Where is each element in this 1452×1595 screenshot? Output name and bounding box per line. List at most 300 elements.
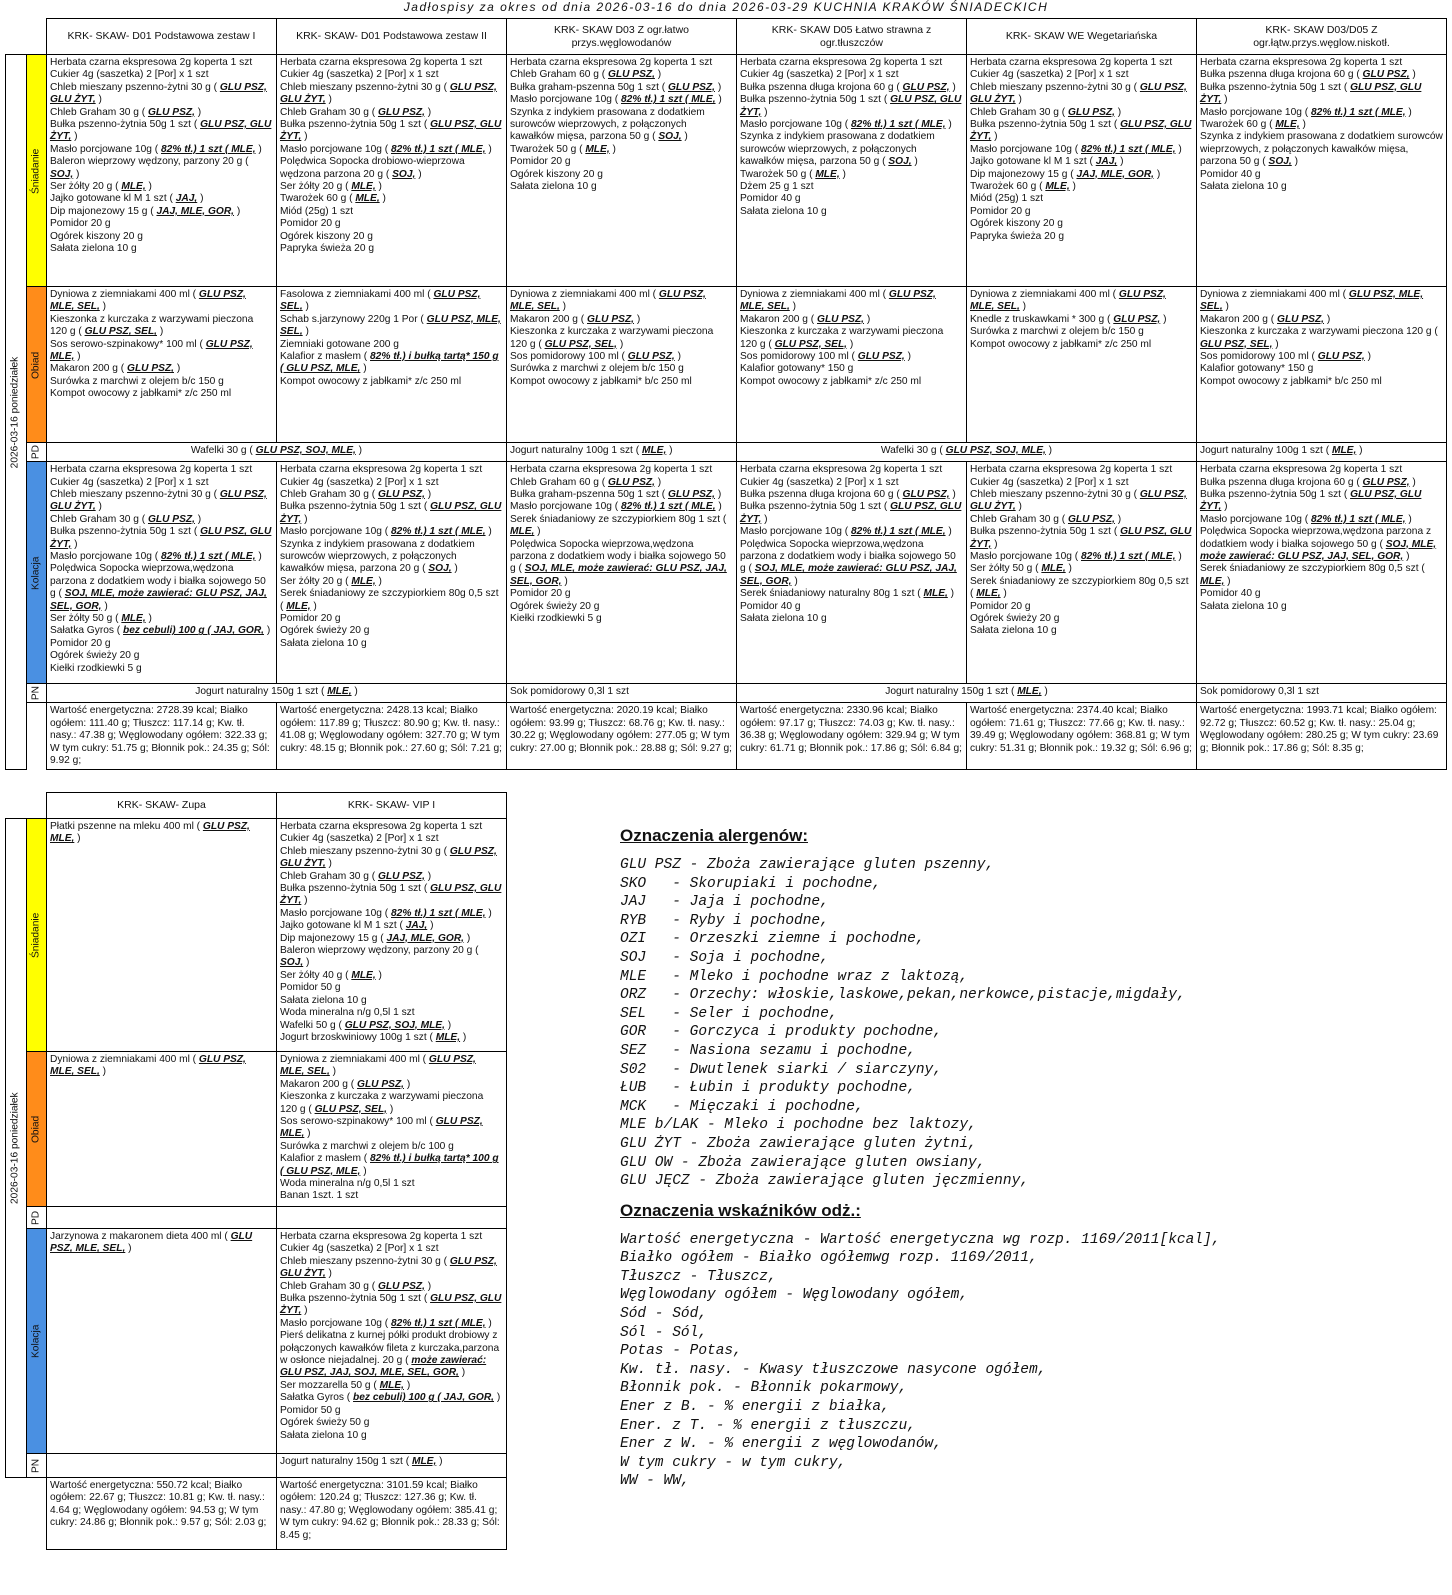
menu-cell — [967, 55, 1197, 287]
allergen-codes: SOJ, — [50, 168, 74, 180]
menu-item: Dyniowa z ziemniakami 400 ml ( GLU PSZ, MLE, SEL, ) — [1200, 289, 1424, 313]
allergen-codes: 82% tł.) 1 szt ( MLE, — [391, 1317, 486, 1329]
menu-item: Dip majonezowy 15 g ( JAJ, MLE, GOR, ) — [280, 932, 471, 944]
indicator-legend-item: Sól - Sól, — [620, 1324, 708, 1341]
menu-item: Kompot owocowy z jabłkami* z/c 250 ml — [280, 375, 462, 387]
snack-cell — [737, 684, 1197, 703]
indicator-legend-item: Ener. z T. - % energii z tłuszczu, — [620, 1417, 916, 1434]
allergen-codes: GLU PSZ, MLE, SEL, — [510, 289, 706, 313]
menu-cell — [47, 1052, 277, 1207]
menu-item: Bułka pszenno-żytnia 50g 1 szt ( GLU PSZ, GLU ŻYT, ) — [50, 526, 272, 550]
menu-item: Ser żółty 20 g ( MLE, ) — [280, 181, 382, 193]
allergen-legend-item: MCK - Mięczaki i pochodne, — [620, 1098, 864, 1115]
menu-item: Sos pomidorowy 100 ml ( GLU PSZ, ) — [740, 351, 911, 363]
menu-item: Kieszonka z kurczaka z warzywami pieczona 120 g ( GLU PSZ, SEL, ) — [1200, 326, 1438, 350]
allergen-legend-title: Oznaczenia alergenów: — [620, 826, 808, 845]
menu-item: Chleb mieszany pszenno-żytni 30 g ( GLU PSZ, GLU ŻYT, ) — [970, 488, 1187, 513]
menu-item: Cukier 4g (saszetka) 2 [Por] x 1 szt — [280, 69, 439, 81]
nutrition-cell: Wartość energetyczna: 1993.71 kcal; Białko ogółem: 92.72 g; Tłuszcz: 60.52 g; Kw. tł. nasy.: 25.04 g; Węglowodany ogółem: 280.25 g; W tym cukry: 23.69 g; Błonnik pok.: 17.86 g; Sól: 8.35 g; — [1197, 703, 1447, 770]
menu-item: Sałata zielona 10 g — [1200, 600, 1287, 612]
nutrition-cell: Wartość energetyczna: 2728.39 kcal; Białko ogółem: 111.40 g; Tłuszcz: 117.14 g; Kw. tł. nasy.: 47.38 g; Węglowodany ogółem: 322.33 g; W tym cukry: 51.75 g; Błonnik pok.: 24.35 g; Sól: 9.92 g; — [47, 703, 277, 770]
allergen-codes: GLU PSZ, — [668, 81, 715, 93]
allergen-legend-item: SOJ - Soja i pochodne, — [620, 949, 829, 966]
menu-item: Ogórek świeży 20 g — [510, 600, 600, 612]
menu-item: Twarożek 60 g ( MLE, ) — [1200, 119, 1306, 131]
menu-item: Masło porcjowane 10g ( 82% tł.) 1 szt ( MLE, ) — [280, 1317, 492, 1329]
menu-item: Szynka z indykiem prasowana z dodatkiem surowców wieprzowych, z połączonych kawałków mięsa, parzona 50 g ( SOJ, ) — [740, 131, 935, 168]
menu-item: Bułka graham-pszenna 50g 1 szt ( GLU PSZ, ) — [510, 488, 722, 500]
menu-item: Pomidor 20 g — [280, 218, 341, 230]
indicator-legend-item: Tłuszcz - Tłuszcz, — [620, 1268, 777, 1285]
menu-item: Kompot owocowy z jabłkami* b/c 250 ml — [1200, 375, 1382, 387]
menu-item: Chleb Graham 60 g ( GLU PSZ, ) — [510, 476, 662, 488]
menu-item: Cukier 4g (saszetka) 2 [Por] x 1 szt — [740, 476, 899, 488]
corner-blank — [6, 793, 27, 819]
nutrition-cell: Wartość energetyczna: 550.72 kcal; Białko ogółem: 22.67 g; Tłuszcz: 10.81 g; Kw. tł. nasy.: 4.64 g; Węglowodany ogółem: 94.53 g; W tym cukry: 24.86 g; Błonnik pok.: 9.57 g; Sól: 2.03 g; — [47, 1478, 277, 1550]
menu-item: Kalafior z masłem ( 82% tł.) i bułką tartą* 150 g ( GLU PSZ, MLE, ) — [280, 351, 499, 375]
allergen-legend-item: GLU OW - Zboża zawierające gluten owsiany, — [620, 1154, 986, 1171]
allergen-codes: 82% tł.) i bułką tartą* 100 g ( GLU PSZ, MLE, — [280, 1153, 499, 1177]
allergen-codes: GLU PSZ, — [902, 81, 950, 93]
menu-item: Chleb mieszany pszenno-żytni 30 g ( GLU PSZ, GLU ŻYT, ) — [280, 845, 497, 870]
menu-item: Herbata czarna ekspresowa 2g koperta 1 szt — [740, 464, 943, 476]
allergen-codes: GLU PSZ, SOJ, MLE, — [255, 445, 356, 456]
page-title: Jadłospisy za okres od dnia 2026-03-16 do dnia 2026-03-29 KUCHNIA KRAKÓW ŚNIADECKICH — [403, 0, 1049, 14]
menu-item: Szynka z indykiem prasowana z dodatkiem surowców wieprzowych, z połączonych kawałków mięsa, parzona 50 g ( SOJ, ) — [1200, 131, 1443, 168]
menu-item: Pomidor 50 g — [280, 1404, 341, 1416]
menu-item: Chleb Graham 30 g ( GLU PSZ, ) — [280, 870, 432, 882]
menu-cell — [47, 819, 277, 1052]
indicator-legend-item: Sód - Sód, — [620, 1306, 708, 1323]
allergen-codes: GLU PSZ, GLU ŻYT, — [280, 81, 497, 106]
menu-cell — [507, 55, 737, 287]
menu-item: Chleb mieszany pszenno-żytni 30 g ( GLU PSZ, GLU ŻYT, ) — [280, 81, 497, 106]
menu-item: Bułka pszenno-żytnia 50g 1 szt ( GLU PSZ, GLU ŻYT, ) — [740, 94, 962, 118]
menu-item: Ser żółty 40 g ( MLE, ) — [280, 969, 382, 981]
menu-item: Sos pomidorowy 100 ml ( GLU PSZ, ) — [1200, 351, 1371, 363]
snack-cell — [1197, 443, 1447, 462]
header-row — [6, 793, 507, 819]
allergen-codes: 82% tł.) i bułką tartą* 150 g ( GLU PSZ, MLE, — [280, 351, 499, 375]
allergen-codes: GLU PSZ, GLU ŻYT, — [280, 883, 502, 907]
menu-cell — [277, 1052, 507, 1207]
allergen-codes: GLU PSZ, — [1362, 476, 1410, 488]
menu-item: Herbata czarna ekspresowa 2g koperta 1 szt — [970, 464, 1173, 476]
snack-cell — [277, 1207, 507, 1229]
allergen-codes: SOJ, MLE, może zawierać: GLU PSZ, JAJ, SEL, GOR, — [510, 563, 727, 587]
nutri-label-blank — [27, 1478, 47, 1550]
allergen-codes: 82% tł.) 1 szt ( MLE, — [851, 526, 946, 538]
allergen-codes: JAJ, — [175, 193, 198, 205]
menu-item: Chleb Graham 30 g ( GLU PSZ, ) — [50, 106, 202, 118]
allergen-codes: GLU PSZ, — [357, 1078, 404, 1090]
menu-item: Papryka świeża 20 g — [970, 230, 1065, 242]
row-obiad — [6, 287, 1447, 443]
allergen-codes: GLU PSZ, GLU ŻYT, — [280, 1255, 497, 1280]
diet-header: KRK- SKAW- Zupa — [47, 793, 277, 819]
allergen-codes: MLE, — [121, 181, 146, 193]
menu-item: Serek śniadaniowy ze szczypiorkiem 80g 0,5 szt ( MLE, ) — [1200, 563, 1425, 587]
menu-item: Sałata zielona 10 g — [740, 613, 827, 625]
allergen-codes: GLU PSZ, — [587, 313, 634, 325]
menu-item: Pomidor 20 g — [280, 613, 341, 625]
menu-item: Pomidor 20 g — [510, 156, 571, 168]
date-label: 2026-03-16 poniedziałek — [6, 819, 27, 1478]
menu-item: Surówka z marchwi z olejem b/c 150 g — [970, 326, 1144, 338]
row-kolacja — [6, 1229, 507, 1454]
corner-blank — [6, 19, 27, 55]
menu-item: Surówka z marchwi z olejem b/c 100 g — [280, 1140, 454, 1152]
allergen-codes: GLU PSZ, MLE, — [50, 338, 253, 363]
row-kolacja — [6, 462, 1447, 684]
allergen-legend-item: SEZ - Nasiona sezamu i pochodne, — [620, 1042, 916, 1059]
menu-item: Makaron 200 g ( GLU PSZ, ) — [50, 363, 181, 375]
allergen-legend-item: ŁUB - Łubin i produkty pochodne, — [620, 1080, 916, 1097]
menu-item: Dyniowa z ziemniakami 400 ml ( GLU PSZ, MLE, SEL, ) — [280, 1054, 476, 1078]
menu-item: Sałatka Gyros ( bez cebuli) 100 g ( JAJ, GOR, ) — [50, 625, 271, 637]
menu-table-2 — [5, 792, 507, 1550]
menu-cell — [1197, 462, 1447, 684]
menu-item: Serek śniadaniowy naturalny 80g 1 szt ( MLE, ) — [740, 588, 955, 600]
row-pd — [6, 1207, 507, 1229]
allergen-codes: GLU PSZ, SEL, — [84, 326, 158, 338]
allergen-codes: 82% tł.) 1 szt ( MLE, — [391, 526, 486, 538]
menu-item: Kalafior gotowany* 150 g — [1200, 363, 1314, 375]
menu-item: Cukier 4g (saszetka) 2 [Por] x 1 szt — [280, 833, 439, 845]
row-nutrition — [6, 703, 1447, 770]
menu-item: Pomidor 40 g — [1200, 168, 1261, 180]
allergen-codes: 82% tł.) 1 szt ( MLE, — [1081, 551, 1176, 562]
menu-cell — [967, 462, 1197, 684]
allergen-legend-item: JAJ - Jaja i pochodne, — [620, 894, 829, 911]
allergen-codes: GLU PSZ, — [627, 351, 675, 363]
allergen-codes: MLE, — [1017, 686, 1042, 698]
allergen-codes: GLU PSZ, GLU ŻYT, — [970, 81, 1187, 106]
meal-label-sniadanie: Śniadanie — [27, 55, 47, 287]
menu-item: Chleb Graham 30 g ( GLU PSZ, ) — [50, 513, 202, 525]
menu-item: Bułka pszenno-żytnia 50g 1 szt ( GLU PSZ, GLU ŻYT, ) — [1200, 488, 1422, 513]
allergen-codes: MLE, — [510, 526, 535, 538]
menu-item: Dyniowa z ziemniakami 400 ml ( GLU PSZ, MLE, SEL, ) — [740, 289, 936, 313]
allergen-codes: GLU PSZ, MLE, SEL, — [280, 313, 501, 338]
nutrition-cell: Wartość energetyczna: 2428.13 kcal; Białko ogółem: 117.89 g; Tłuszcz: 80.90 g; Kw. tł. nasy.: 41.08 g; Węglowodany ogółem: 327.70 g; W tym cukry: 48.15 g; Błonnik pok.: 27.60 g; Sól: 7.21 g; — [277, 703, 507, 770]
menu-cell — [47, 55, 277, 287]
allergen-codes: MLE, — [1331, 445, 1357, 456]
menu-item: Ogórek świeży 20 g — [970, 613, 1060, 625]
allergen-codes: 82% tł.) 1 szt ( MLE, — [391, 907, 486, 919]
menu-item: Płatki pszenne na mleku 400 ml ( GLU PSZ, MLE, ) — [50, 821, 250, 845]
menu-item: Masło porcjowane 10g ( 82% tł.) 1 szt ( MLE, ) — [740, 526, 952, 538]
menu-item: Polędwica Sopocka wieprzowa,wędzona parzona z dodatkiem wody i białka sojowego 50 g ( SOJ, MLE, może zawierać: GLU PSZ, JAJ, SEL, GOR, ) — [510, 538, 727, 587]
allergen-codes: GLU PSZ, — [607, 69, 655, 81]
allergen-codes: MLE, — [351, 181, 376, 193]
allergen-codes: GLU PSZ, — [377, 870, 425, 882]
allergen-codes: 82% tł.) 1 szt ( MLE, — [1311, 106, 1406, 118]
allergen-codes: MLE, — [976, 588, 1001, 600]
menu-item: Ogórek kiszony 20 g — [280, 230, 373, 242]
menu-item: Sałatka Gyros ( bez cebuli) 100 g ( JAJ, GOR, ) — [280, 1392, 501, 1404]
allergen-legend-item: MLE b/LAK - Mleko i pochodne bez laktozy, — [620, 1117, 977, 1134]
menu-item: Herbata czarna ekspresowa 2g koperta 1 szt — [970, 57, 1173, 68]
menu-cell — [737, 287, 967, 443]
menu-cell — [1197, 55, 1447, 287]
allergen-codes: GLU PSZ, — [1067, 106, 1115, 118]
row-obiad — [6, 1052, 507, 1207]
meal-label-sniadanie: Śniadanie — [27, 819, 47, 1052]
menu-item: Sałata zielona 10 g — [280, 637, 367, 649]
indicator-legend-item: W tym cukry - w tym cukry, — [620, 1454, 847, 1471]
menu-item: Herbata czarna ekspresowa 2g koperta 1 szt — [740, 57, 943, 68]
diet-header: KRK- SKAW- D01 Podstawowa zestaw I — [47, 19, 277, 55]
menu-item: Chleb Graham 30 g ( GLU PSZ, ) — [970, 106, 1122, 118]
menu-item: Cukier 4g (saszetka) 2 [Por] x 1 szt — [50, 69, 209, 81]
menu-item: Papryka świeża 20 g — [280, 243, 375, 255]
allergen-codes: GLU PSZ, — [607, 476, 655, 488]
menu-item: Pomidor 20 g — [970, 205, 1031, 217]
menu-item: Masło porcjowane 10g ( 82% tł.) 1 szt ( MLE, ) — [1200, 513, 1412, 525]
allergen-codes: MLE, — [435, 1031, 461, 1043]
menu-item: Kompot owocowy z jabłkami* b/c 250 ml — [510, 375, 692, 387]
menu-item: Masło porcjowane 10g ( 82% tł.) 1 szt ( MLE, ) — [970, 551, 1182, 562]
allergen-codes: GLU PSZ, MLE, SEL, — [280, 1054, 476, 1078]
menu-item: Chleb Graham 30 g ( GLU PSZ, ) — [280, 488, 432, 500]
menu-item: Kieszonka z kurczaka z warzywami pieczona 120 g ( GLU PSZ, SEL, ) — [280, 1091, 484, 1115]
allergen-codes: JAJ, MLE, GOR, — [386, 932, 465, 944]
menu-item: Bułka pszenno-żytnia 50g 1 szt ( GLU PSZ, GLU ŻYT, ) — [280, 501, 502, 525]
menu-cell — [967, 287, 1197, 443]
menu-cell — [1197, 287, 1447, 443]
allergen-codes: GLU PSZ, GLU ŻYT, — [740, 501, 962, 525]
menu-item: Bułka pszenna długa krojona 60 g ( GLU PSZ, ) — [1200, 69, 1416, 81]
allergen-codes: GLU PSZ, — [1277, 313, 1324, 325]
menu-item: Kieszonka z kurczaka z warzywami pieczona 120 g ( GLU PSZ, SEL, ) — [740, 326, 944, 350]
allergen-codes: GLU PSZ, GLU ŻYT, — [280, 1293, 502, 1317]
allergen-codes: GLU PSZ, MLE, — [50, 821, 250, 845]
allergen-codes: MLE, — [286, 600, 311, 612]
allergen-legend-item: GOR - Gorczyca i produkty pochodne, — [620, 1024, 942, 1041]
snack-cell — [737, 443, 1197, 462]
menu-item: Szynka z indykiem prasowana z dodatkiem surowców wieprzowych, z połączonych kawałków mięsa, parzona 50 g ( SOJ, ) — [510, 106, 705, 143]
menu-item: Masło porcjowane 10g ( 82% tł.) 1 szt ( MLE, ) — [280, 907, 492, 919]
menu-item: Herbata czarna ekspresowa 2g koperta 1 szt — [510, 464, 713, 476]
menu-item: Dyniowa z ziemniakami 400 ml ( GLU PSZ, MLE, SEL, ) — [50, 289, 246, 313]
allergen-codes: GLU PSZ, SOJ, MLE, — [945, 445, 1046, 456]
allergen-codes: SOJ, MLE, może zawierać: GLU PSZ, JAJ, SEL, GOR, — [740, 563, 957, 587]
menu-item: Surówka z marchwi z olejem b/c 150 g — [50, 375, 224, 387]
allergen-codes: GLU PSZ, GLU ŻYT, — [50, 526, 272, 550]
menu-item: Banan 1szt. 1 szt — [280, 1190, 359, 1202]
allergen-codes: MLE, — [411, 1456, 437, 1467]
allergen-legend-item: ORZ - Orzechy: włoskie,laskowe,pekan,nerkowce,pistacje,migdały, — [620, 987, 1186, 1004]
menu-item: Ser żółty 50 g ( MLE, ) — [970, 563, 1072, 575]
menu-item: Polędwica Sopocka wieprzowa,wędzona parzona z dodatkiem wody i białka sojowego 50 g ( SOJ, MLE, może zawierać: GLU PSZ, JAJ, SEL, GOR, ) — [1200, 526, 1437, 562]
snack-cell — [507, 443, 737, 462]
menu-item: Bułka pszenno-żytnia 50g 1 szt ( GLU PSZ, GLU ŻYT, ) — [970, 119, 1192, 143]
date-label: 2026-03-16 poniedziałek — [6, 55, 27, 770]
menu-item: Ogórek świeży 20 g — [280, 625, 370, 637]
allergen-codes: GLU PSZ, GLU ŻYT, — [1200, 81, 1422, 106]
menu-item: Masło porcjowane 10g ( 82% tł.) 1 szt ( MLE, ) — [970, 143, 1182, 155]
allergen-codes: 82% tł.) 1 szt ( MLE, — [161, 143, 256, 155]
allergen-codes: JAJ, MLE, GOR, — [1076, 168, 1155, 180]
allergen-legend-item: MLE - Mleko i pochodne wraz z laktozą, — [620, 968, 969, 985]
allergen-codes: GLU PSZ, — [817, 313, 864, 325]
menu-item: Kalafior gotowany* 150 g — [740, 363, 854, 375]
allergen-codes: GLU PSZ, GLU ŻYT, — [50, 119, 272, 143]
menu-item: Chleb mieszany pszenno-żytni 30 g ( GLU PSZ, GLU ŻYT, ) — [280, 1255, 497, 1280]
menu-item: Kiełki rzodkiewki 5 g — [510, 613, 602, 625]
allergen-legend-item: GLU ŻYT - Zboża zawierające gluten żytni, — [620, 1135, 977, 1152]
menu-item: Kompot owocowy z jabłkami* z/c 250 ml — [970, 338, 1152, 350]
diet-header: KRK- SKAW- D01 Podstawowa zestaw II — [277, 19, 507, 55]
diet-header: KRK- SKAW WE Wegetariańska — [967, 19, 1197, 55]
allergen-codes: GLU PSZ, SEL, — [774, 338, 848, 350]
menu-item: Serek śniadaniowy ze szczypiorkiem 80g 0,5 szt ( MLE, ) — [280, 588, 499, 612]
menu-item: Sałata zielona 10 g — [280, 1429, 367, 1441]
menu-item: Kiełki rzodkiewki 5 g — [50, 662, 142, 674]
menu-item: Polędwica Sopocka drobiowo-wieprzowa wędzona parzona 20 g ( SOJ, ) — [280, 156, 465, 180]
meal-label-kolacja: Kolacja — [27, 1229, 47, 1454]
menu-cell — [47, 287, 277, 443]
allergen-codes: GLU PSZ, SOJ, MLE, — [344, 1019, 445, 1031]
menu-item: Polędwica Sopocka wieprzowa,wędzona parzona z dodatkiem wody i białka sojowego 50 g ( SOJ, MLE, może zawierać: GLU PSZ, JAJ, SEL, GOR, ) — [740, 538, 957, 587]
menu-item: Bułka pszenno-żytnia 50g 1 szt ( GLU PSZ, GLU ŻYT, ) — [740, 501, 962, 525]
menu-item: Makaron 200 g ( GLU PSZ, ) — [1200, 313, 1331, 325]
diet-header: KRK- SKAW- VIP I — [277, 793, 507, 819]
menu-item: Pomidor 50 g — [280, 982, 341, 994]
menu-item: Serek śniadaniowy ze szczypiorkiem 80g 1 szt ( MLE, ) — [510, 513, 727, 538]
menu-item: Sos pomidorowy 100 ml ( GLU PSZ, ) — [510, 351, 681, 363]
allergen-codes: GLU PSZ, — [902, 488, 950, 500]
snack-text: Wafelki 30 g ( GLU PSZ, SOJ, MLE, ) — [190, 445, 363, 456]
allergen-codes: SOJ, — [658, 131, 682, 143]
allergen-codes: GLU PSZ, — [377, 106, 425, 118]
menu-item: Woda mineralna n/g 0,5l 1 szt — [280, 1007, 415, 1019]
allergen-codes: MLE, — [351, 969, 376, 981]
menu-item: Ogórek świeży 20 g — [50, 650, 140, 662]
allergen-codes: MLE, — [1045, 181, 1070, 193]
header-row — [6, 19, 1447, 55]
menu-item: Sałata zielona 10 g — [50, 243, 137, 255]
indicator-legend-item: Wartość energetyczna - Wartość energetyczna wg rozp. 1169/2011[kcal], — [620, 1231, 1221, 1248]
menu-item: Sos serowo-szpinakowy* 100 ml ( GLU PSZ, MLE, ) — [50, 338, 253, 363]
snack-cell — [1197, 684, 1447, 703]
allergen-codes: 82% tł.) 1 szt ( MLE, — [621, 501, 716, 513]
allergen-codes: GLU PSZ, GLU ŻYT, — [1200, 488, 1422, 513]
menu-item: Bułka pszenno-żytnia 50g 1 szt ( GLU PSZ, GLU ŻYT, ) — [280, 119, 502, 143]
allergen-codes: GLU PSZ, GLU ŻYT, — [50, 488, 267, 513]
snack-text: Sok pomidorowy 0,3l 1 szt — [1200, 686, 1319, 698]
diet-header: KRK- SKAW D03 Z ogr.łatwo przys.węglowodanów — [507, 19, 737, 55]
snack-text: Jogurt naturalny 150g 1 szt ( MLE, ) — [885, 686, 1048, 698]
menu-item: Sałata zielona 10 g — [970, 625, 1057, 637]
menu-item: Herbata czarna ekspresowa 2g koperta 1 szt — [510, 57, 713, 68]
menu-cell — [277, 819, 507, 1052]
allergen-codes: 82% tł.) 1 szt ( MLE, — [391, 143, 486, 155]
snack-text: Wafelki 30 g ( GLU PSZ, SOJ, MLE, ) — [880, 445, 1053, 456]
menu-item: Bułka pszenna długa krojona 60 g ( GLU PSZ, ) — [1200, 476, 1416, 488]
menu-item: Herbata czarna ekspresowa 2g koperta 1 szt — [280, 57, 483, 68]
allergen-codes: SOJ, — [280, 957, 304, 969]
legend — [620, 826, 1420, 1491]
allergen-codes: MLE, — [641, 445, 667, 456]
menu-item: Dżem 25 g 1 szt — [740, 181, 814, 193]
allergen-codes: JAJ, — [1095, 156, 1118, 168]
allergen-codes: 82% tł.) 1 szt ( MLE, — [161, 551, 256, 562]
allergen-codes: GLU PSZ, MLE, SEL, — [50, 289, 246, 313]
menu-item: Bułka pszenna długa krojona 60 g ( GLU PSZ, ) — [740, 488, 956, 500]
menu-item: Ogórek kiszony 20 g — [50, 230, 143, 242]
allergen-codes: MLE, — [923, 588, 948, 600]
menu-item: Pomidor 20 g — [50, 218, 111, 230]
allergen-codes: JAJ, MLE, GOR, — [156, 205, 235, 217]
allergen-codes: SOJ, — [392, 168, 416, 180]
menu-item: Szynka z indykiem prasowana z dodatkiem surowców wieprzowych, z połączonych kawałków mięsa, parzona 20 g ( SOJ, ) — [280, 538, 475, 575]
menu-item: Jarzynowa z makaronem dieta 400 ml ( GLU PSZ, MLE, SEL, ) — [50, 1231, 253, 1255]
snack-cell — [47, 684, 507, 703]
menu-item: Sałata zielona 10 g — [280, 994, 367, 1006]
allergen-codes: GLU PSZ, MLE, SEL, — [970, 289, 1166, 313]
menu-cell — [507, 462, 737, 684]
menu-item: Chleb Graham 30 g ( GLU PSZ, ) — [280, 106, 432, 118]
allergen-codes: GLU PSZ, MLE, SEL, — [1200, 289, 1424, 313]
row-pn — [6, 684, 1447, 703]
allergen-codes: GLU PSZ, SEL, — [1200, 338, 1273, 350]
menu-table-1 — [5, 18, 1447, 770]
indicator-legend-title: Oznaczenia wskaźników odż.: — [620, 1200, 861, 1220]
menu-item: Cukier 4g (saszetka) 2 [Por] x 1 szt — [280, 476, 439, 488]
menu-item: Dyniowa z ziemniakami 400 ml ( GLU PSZ, MLE, SEL, ) — [510, 289, 706, 313]
allergen-list — [620, 856, 1420, 1191]
indicator-list — [620, 1231, 1420, 1491]
menu-item: Herbata czarna ekspresowa 2g koperta 1 szt — [280, 1231, 483, 1242]
snack-text: Jogurt naturalny 100g 1 szt ( MLE, ) — [1200, 445, 1363, 456]
menu-item: Kalafior z masłem ( 82% tł.) i bułką tartą* 100 g ( GLU PSZ, MLE, ) — [280, 1153, 499, 1177]
menu-cell — [737, 462, 967, 684]
snack-cell — [47, 1454, 277, 1478]
allergen-codes: MLE, — [1275, 119, 1300, 131]
menu-item: Miód (25g) 1 szt — [280, 205, 354, 217]
allergen-codes: GLU PSZ, — [127, 363, 174, 375]
allergen-codes: MLE, — [355, 193, 380, 205]
menu-item: Herbata czarna ekspresowa 2g koperta 1 szt — [280, 821, 483, 832]
menu-item: Bułka pszenno-żytnia 50g 1 szt ( GLU PSZ, GLU ŻYT, ) — [970, 526, 1192, 550]
menu-item: Sałata zielona 10 g — [510, 181, 597, 193]
menu-item: Chleb Graham 60 g ( GLU PSZ, ) — [510, 69, 662, 81]
allergen-codes: GLU PSZ, — [668, 488, 715, 500]
menu-item: Pomidor 20 g — [970, 600, 1031, 612]
allergen-codes: GLU PSZ, — [147, 106, 195, 118]
menu-item: Cukier 4g (saszetka) 2 [Por] x 1 szt — [280, 1243, 439, 1255]
menu-item: Bułka pszenno-żytnia 50g 1 szt ( GLU PSZ, GLU ŻYT, ) — [50, 119, 272, 143]
meal-label-obiad: Obiad — [27, 1052, 47, 1207]
menu-item: Bułka pszenno-żytnia 50g 1 szt ( GLU PSZ, GLU ŻYT, ) — [280, 1293, 502, 1317]
menu-item: Serek śniadaniowy ze szczypiorkiem 80g 0,5 szt ( MLE, ) — [970, 575, 1189, 600]
allergen-codes: GLU PSZ, GLU ŻYT, — [970, 119, 1192, 143]
menu-item: Ser mozzarella 50 g ( MLE, ) — [280, 1379, 411, 1391]
snack-cell — [47, 1207, 277, 1229]
snack-cell — [277, 1454, 507, 1478]
allergen-codes: GLU PSZ, MLE, SEL, — [740, 289, 936, 313]
menu-item: Masło porcjowane 10g ( 82% tł.) 1 szt ( MLE, ) — [740, 119, 952, 131]
menu-item: Masło porcjowane 10g ( 82% tł.) 1 szt ( MLE, ) — [1200, 106, 1412, 118]
allergen-codes: MLE, — [121, 613, 146, 625]
menu-item: Jogurt brzoskwiniowy 100g 1 szt ( MLE, ) — [280, 1031, 467, 1043]
menu-item: Wafelki 50 g ( GLU PSZ, SOJ, MLE, ) — [280, 1019, 452, 1031]
allergen-codes: GLU PSZ, — [1113, 313, 1161, 325]
menu-item: Masło porcjowane 10g ( 82% tł.) 1 szt ( MLE, ) — [280, 143, 492, 155]
menu-item: Bułka graham-pszenna 50g 1 szt ( GLU PSZ, ) — [510, 81, 722, 93]
